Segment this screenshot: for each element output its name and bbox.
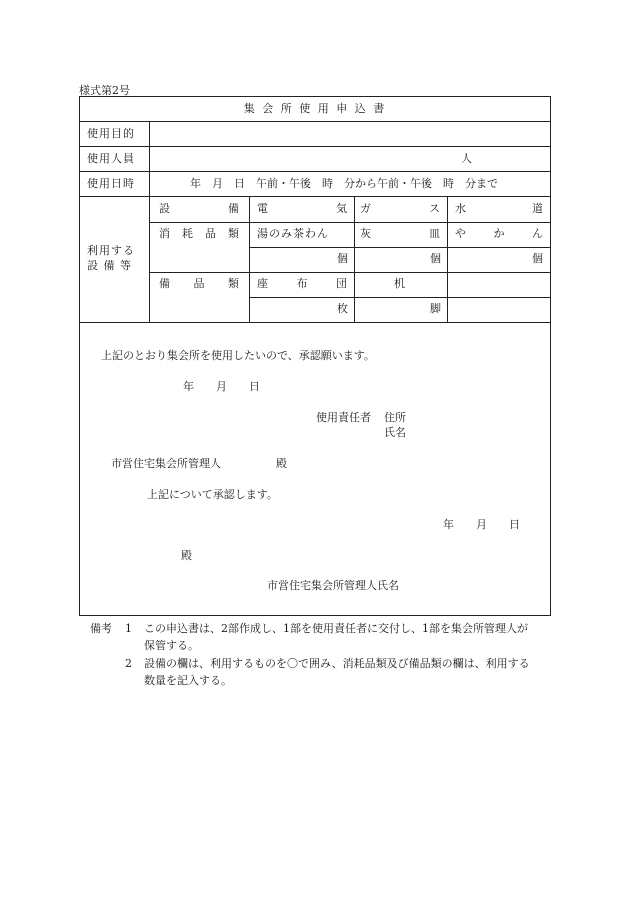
facility-char: 道 <box>532 202 543 215</box>
persons-label: 使用人員 <box>87 152 135 165</box>
form-number: 様式第2号 <box>79 84 130 97</box>
address-label: 住所 <box>384 411 406 424</box>
equipment-label-line2: 設 備 等 <box>87 259 132 272</box>
facilities-label <box>159 202 239 216</box>
purpose-label: 使用目的 <box>87 127 135 140</box>
datetime-label: 使用日時 <box>87 177 135 190</box>
name-label: 氏名 <box>384 426 406 439</box>
fixture-cushion <box>257 277 347 291</box>
fixture-char: 布 <box>296 277 308 290</box>
kettle-quantity-unit[interactable]: 個 <box>532 252 543 265</box>
row-divider <box>249 247 550 248</box>
fixtures-label <box>159 277 239 291</box>
approval-date[interactable]: 年 月 日 <box>443 518 520 531</box>
consumable-kettle <box>455 227 543 241</box>
note-1-number: 1 <box>125 622 132 635</box>
facility-char: 電 <box>257 202 268 215</box>
consumable-char: 灰 <box>360 227 371 240</box>
consumables-label-char: 品 <box>205 227 216 240</box>
fixture-char: 座 <box>257 277 268 290</box>
cushion-quantity-unit[interactable]: 枚 <box>337 302 348 315</box>
datetime-field[interactable]: 年 月 日 午前・午後 時 分から午前・午後 時 分まで <box>190 177 498 190</box>
facilities-label-char: 備 <box>228 202 239 215</box>
fixtures-label-char: 品 <box>193 277 205 290</box>
row-divider <box>80 171 550 172</box>
form-title: 集 会 所 使 用 申 込 書 <box>243 102 387 115</box>
equipment-label-line1: 利用する <box>87 244 135 257</box>
fixture-char: 団 <box>336 277 347 290</box>
purpose-field[interactable] <box>150 122 549 145</box>
facility-electricity[interactable] <box>257 202 347 216</box>
fixture-desk: 机 <box>394 277 405 290</box>
row-divider <box>80 196 550 197</box>
facility-gas[interactable] <box>360 202 440 216</box>
consumable-teacups: 湯のみ茶わん <box>257 227 329 240</box>
persons-field[interactable] <box>150 147 549 170</box>
teacups-quantity-unit[interactable]: 個 <box>337 252 348 265</box>
addressee: 市営住宅集会所管理人 <box>111 457 221 470</box>
persons-unit: 人 <box>461 152 472 165</box>
consumable-ashtray <box>360 227 440 241</box>
addressee-suffix: 殿 <box>276 457 287 470</box>
approval-text: 上記について承認します。 <box>147 488 278 501</box>
consumable-char: か <box>493 227 505 240</box>
consumables-label-char: 耗 <box>182 227 193 240</box>
note-2-line2: 数量を記入する。 <box>144 674 232 687</box>
consumable-char: ん <box>532 227 543 240</box>
fixtures-label-char: 備 <box>159 277 170 290</box>
desk-quantity-unit[interactable]: 脚 <box>430 302 441 315</box>
facility-water[interactable] <box>455 202 543 216</box>
facility-char: ス <box>429 202 440 215</box>
request-text: 上記のとおり集会所を使用したいので、承認願います。 <box>101 349 375 362</box>
column-divider <box>447 196 448 322</box>
responsible-label: 使用責任者 <box>316 411 371 424</box>
note-1-line1: この申込書は、2部作成し、1部を使用責任者に交付し、1部を集会所管理人が <box>144 622 528 635</box>
consumable-char: や <box>455 227 466 240</box>
note-1-line2: 保管する。 <box>144 639 199 652</box>
approval-addressee-suffix: 殿 <box>181 549 192 562</box>
column-divider <box>354 196 355 322</box>
request-date[interactable]: 年 月 日 <box>183 380 260 393</box>
consumables-label-char: 消 <box>159 227 170 240</box>
consumables-label <box>159 227 239 241</box>
facility-char: 水 <box>455 202 466 215</box>
facility-char: ガ <box>360 202 371 215</box>
row-divider <box>80 322 550 323</box>
notes-label: 備考 <box>90 622 112 635</box>
ashtray-quantity-unit[interactable]: 個 <box>430 252 441 265</box>
note-2-line1: 設備の欄は、利用するものを〇で囲み、消耗品類及び備品類の欄は、利用する <box>144 657 530 670</box>
facility-char: 気 <box>336 202 347 215</box>
note-2-number: 2 <box>125 657 132 670</box>
manager-signature: 市営住宅集会所管理人氏名 <box>267 579 399 592</box>
row-divider <box>249 297 550 298</box>
row-divider <box>149 222 550 223</box>
column-divider <box>249 196 250 322</box>
consumable-char: 皿 <box>429 227 440 240</box>
row-divider <box>149 272 550 273</box>
application-form <box>79 96 551 616</box>
facilities-label-char: 設 <box>159 202 170 215</box>
consumables-label-char: 類 <box>228 227 239 240</box>
fixtures-label-char: 類 <box>228 277 239 290</box>
